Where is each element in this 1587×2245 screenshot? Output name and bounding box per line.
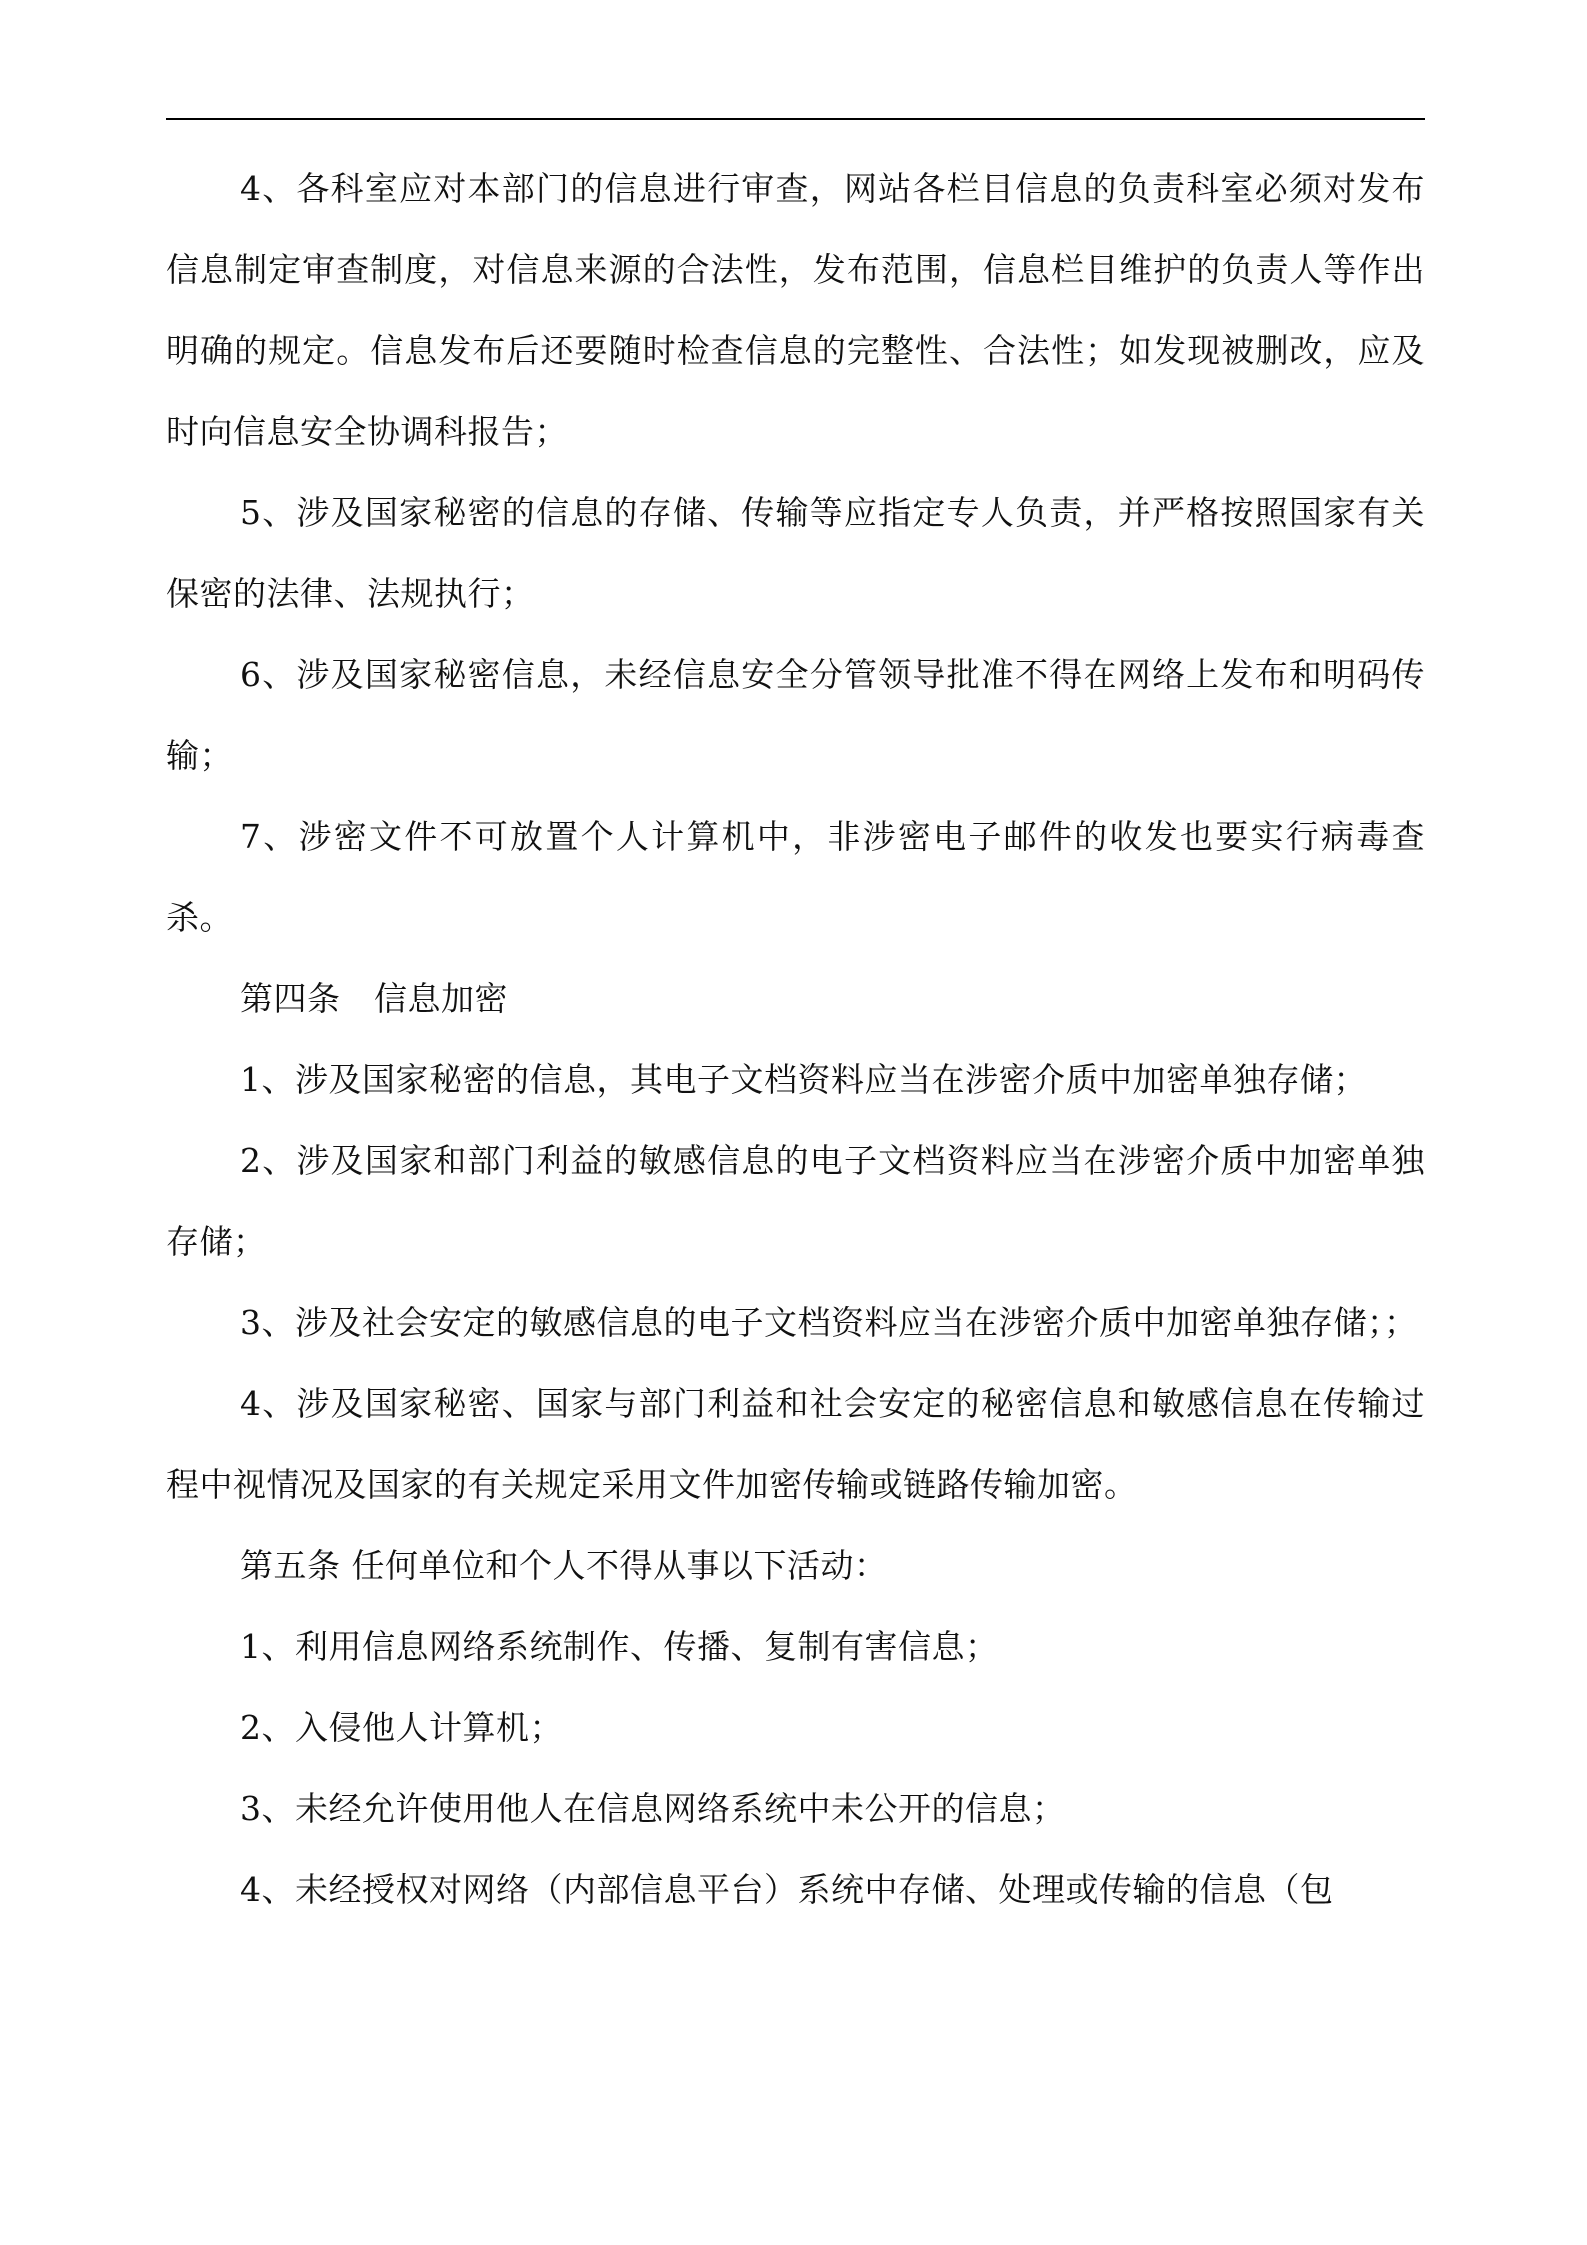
paragraph-item-4-review: 4、各科室应对本部门的信息进行审查，网站各栏目信息的负责科室必须对发布信息制定审查制度，对信息来源的合法性，发布范围，信息栏目维护的负责人等作出明确的规定。信息发布后还要随时检查信息的完整性、合法性；如发现被删改，应及时向信息安全协调科报告；	[166, 169, 1425, 451]
paragraph-item-7-secret-files: 7、涉密文件不可放置个人计算机中，非涉密电子邮件的收发也要实行病毒查杀。	[166, 817, 1425, 937]
article-5-item-4: 4、未经授权对网络（内部信息平台）系统中存储、处理或传输的信息（包	[240, 1870, 1334, 1909]
article-4-item-4: 4、涉及国家秘密、国家与部门利益和社会安定的秘密信息和敏感信息在传输过程中视情况及国家的有关规定采用文件加密传输或链路传输加密。	[166, 1384, 1425, 1504]
paragraph-item-6-secret-publish: 6、涉及国家秘密信息，未经信息安全分管领导批准不得在网络上发布和明码传输；	[166, 655, 1425, 775]
article-4-item-2: 2、涉及国家和部门利益的敏感信息的电子文档资料应当在涉密介质中加密单独存储；	[166, 1141, 1425, 1261]
article-4-item-3: 3、涉及社会安定的敏感信息的电子文档资料应当在涉密介质中加密单独存储；；	[240, 1303, 1418, 1342]
header-rule	[166, 118, 1425, 120]
article-4-item-1: 1、涉及国家秘密的信息，其电子文档资料应当在涉密介质中加密单独存储；	[240, 1060, 1367, 1099]
article-5-item-2: 2、入侵他人计算机；	[240, 1708, 563, 1747]
article-5-heading: 第五条 任何单位和个人不得从事以下活动：	[240, 1546, 888, 1585]
article-5-item-1: 1、利用信息网络系统制作、传播、复制有害信息；	[240, 1627, 999, 1666]
document-body	[166, 148, 1425, 1930]
article-5-item-3: 3、未经允许使用他人在信息网络系统中未公开的信息；	[240, 1789, 1066, 1828]
paragraph-item-5-secret-storage: 5、涉及国家秘密的信息的存储、传输等应指定专人负责，并严格按照国家有关保密的法律、法规执行；	[166, 493, 1425, 613]
article-4-heading: 第四条 信息加密	[240, 979, 508, 1018]
